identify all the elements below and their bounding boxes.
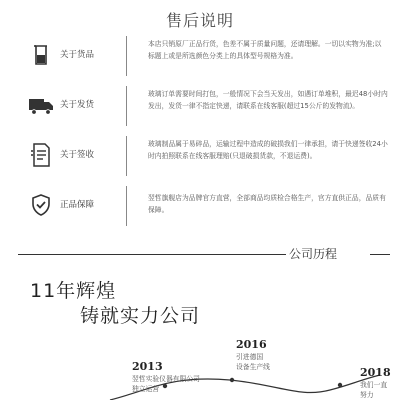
milestone-text: 努力 (360, 391, 374, 399)
divider (126, 136, 127, 176)
info-row-description: 玻璃制品属于易碎品，运输过程中造成的破损我们一律承担，请于快递签收24小时内拍照联系在线客服理赔(只退破损货款，不退运费)。 (148, 140, 388, 160)
milestone-text: 我们一直 (360, 381, 388, 389)
info-row-goods (0, 34, 400, 78)
info-row-label: 正品保障 (60, 200, 95, 210)
truck-icon (28, 92, 54, 118)
divider (126, 186, 127, 226)
milestone-year: 2016 (236, 338, 267, 351)
milestone-text: 设备生产线 (236, 363, 270, 371)
timeline-dot-2013 (163, 384, 167, 388)
info-row-label: 关于发货 (60, 100, 95, 110)
divider (126, 36, 127, 76)
hero-headline: 11年辉煌 (30, 280, 117, 302)
hero-subheadline: 铸就实力公司 (80, 305, 201, 327)
document-checklist-icon (28, 142, 54, 168)
info-row-label: 关于签收 (60, 150, 95, 160)
info-row-label: 关于货品 (60, 50, 95, 60)
info-row-description: 翌哲旗舰店为品牌官方直营，全部商品均质检合格生产，官方直供正品，品质有保障。 (148, 194, 386, 214)
info-row-shipping (0, 84, 400, 128)
milestone-year: 2013 (132, 360, 163, 373)
milestone-text: 翌哲实验仪器有限公司 (132, 375, 200, 383)
info-row-genuine (0, 184, 400, 228)
section-divider-right (370, 254, 390, 255)
shield-check-icon (28, 192, 54, 218)
timeline-curve (0, 340, 400, 400)
timeline-dot-2018 (338, 383, 342, 387)
milestone-text: 引进德国 (236, 353, 264, 361)
milestone-year: 2018 (360, 366, 391, 379)
divider (126, 86, 127, 126)
milestone-text: 独立运营 (132, 385, 160, 393)
section-title: 公司历程 (289, 247, 338, 261)
page-title: 售后说明 (165, 11, 234, 30)
info-row-description: 本店只销原厂正品行货，色差不属于质量问题，还请理解。一切以实物为准;以标题上或是所选颜色分类上的具体型号规格为准。 (148, 40, 382, 60)
section-divider-left (18, 254, 286, 255)
beaker-icon (28, 42, 54, 68)
info-row-receipt (0, 134, 400, 178)
info-row-description: 玻璃订单需要时间打包，一般情况下会当天发出，如遇订单堆积，最迟48小时内发出，发货一律不指定快递，请联系在线客服(超过15公斤的发物流)。 (148, 90, 388, 110)
timeline-dot-2016 (230, 378, 234, 382)
